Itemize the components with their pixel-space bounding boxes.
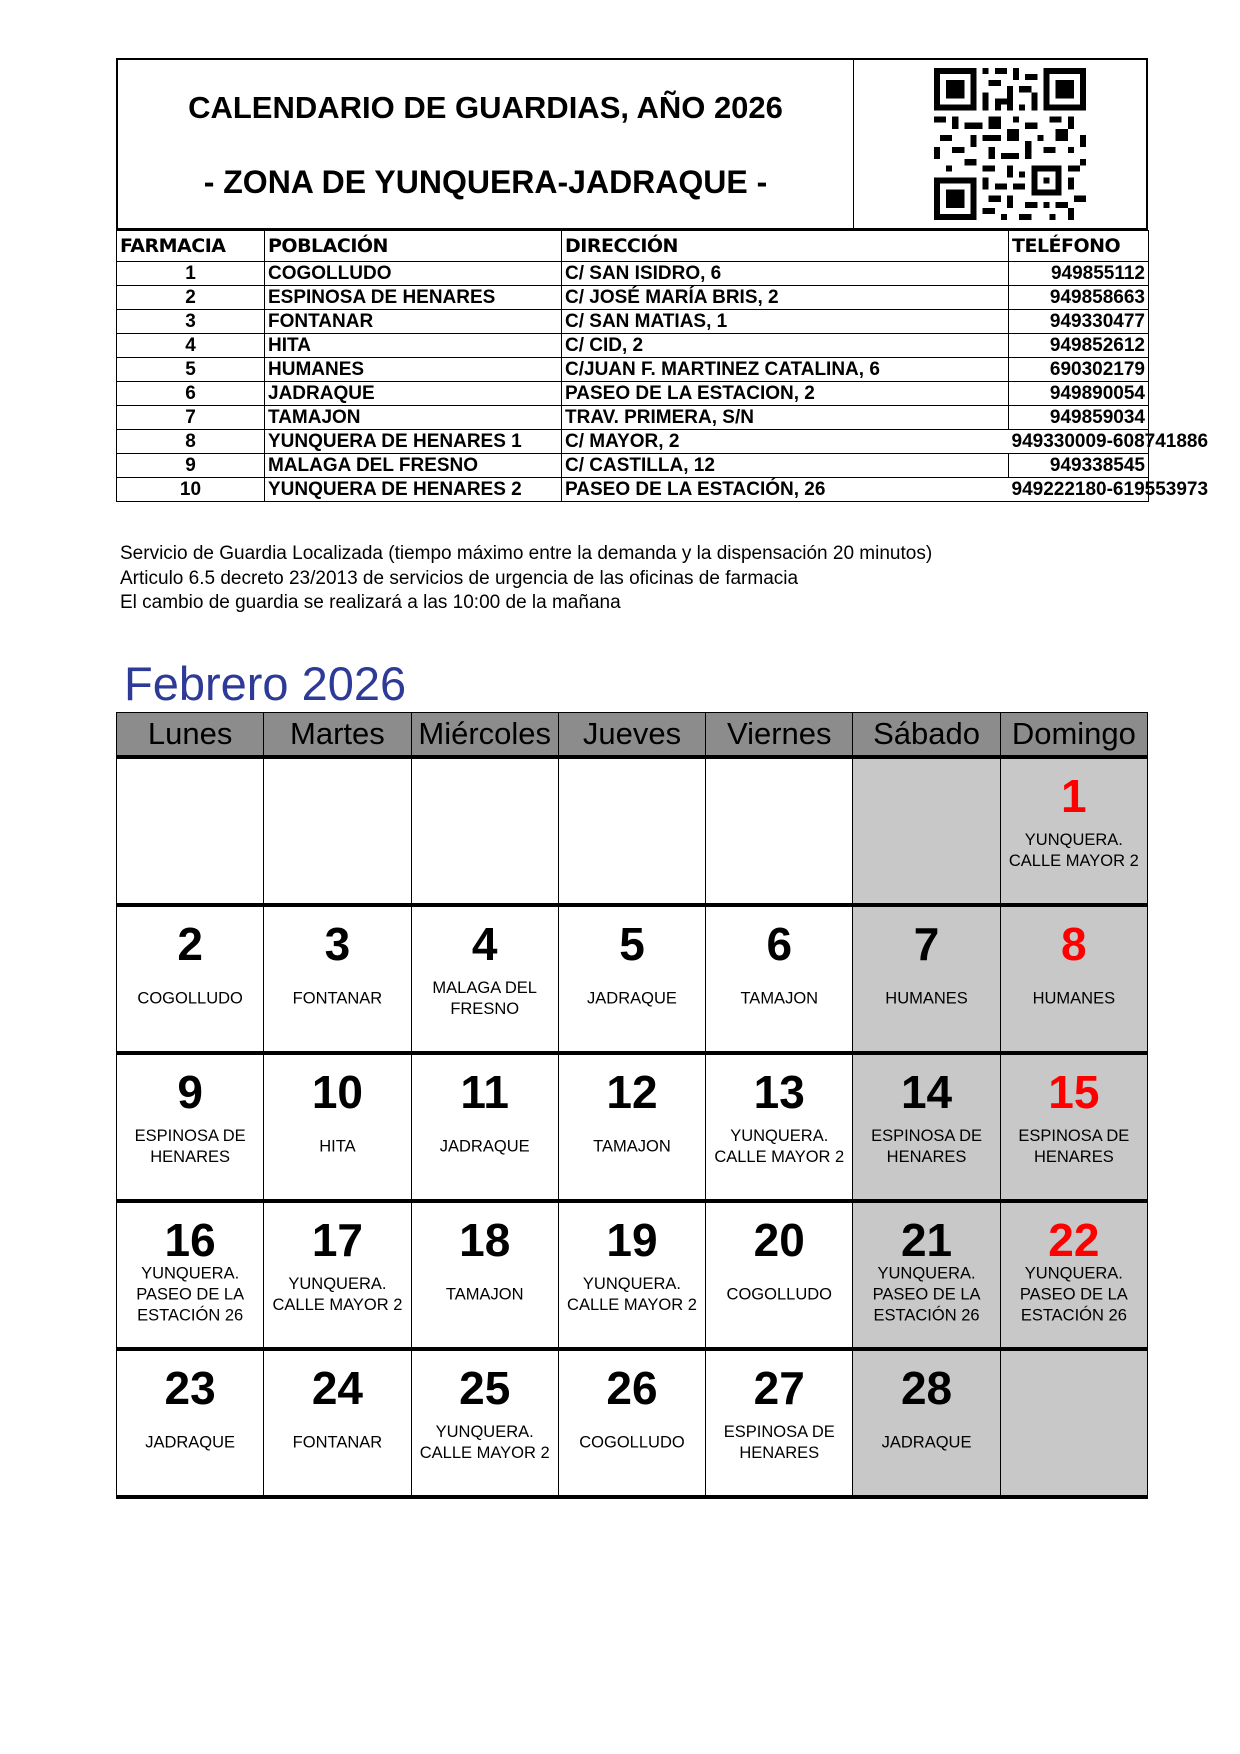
day-number: 17 <box>311 1214 363 1266</box>
calendar-week <box>117 905 1148 1053</box>
day-number: 4 <box>471 918 498 970</box>
duty-pharmacy: YUNQUERA. CALLE MAYOR 2 <box>419 1423 550 1462</box>
pharmacy-town: ESPINOSA DE HENARES <box>265 286 562 310</box>
pharmacy-town: HUMANES <box>265 358 562 382</box>
day-number: 23 <box>164 1362 216 1414</box>
duty-pharmacy: FONTANAR <box>292 1433 383 1452</box>
duty-pharmacy: YUNQUERA. CALLE MAYOR 2 <box>272 1275 403 1314</box>
calendar-day-cell <box>853 1349 1000 1497</box>
pharmacy-phone: 949890054 <box>1009 382 1149 406</box>
zone-title: - ZONA DE YUNQUERA-JADRAQUE - <box>203 164 768 200</box>
pharmacy-town: HITA <box>265 334 562 358</box>
qr-code-icon <box>930 68 1090 220</box>
day-number: 19 <box>606 1214 658 1266</box>
calendar-day-cell <box>264 757 411 905</box>
duty-pharmacy: YUNQUERA. PASEO DE LA ESTACIÓN 26 <box>1019 1264 1128 1325</box>
duty-pharmacy: HUMANES <box>1032 989 1116 1008</box>
day-number: 22 <box>1048 1214 1100 1266</box>
calendar-day-cell <box>558 1349 705 1497</box>
calendar-day-cell <box>853 1201 1000 1349</box>
weekday-header-row <box>117 713 1148 758</box>
duty-pharmacy: TAMAJON <box>445 1285 524 1304</box>
pharmacy-number: 10 <box>117 478 265 502</box>
header-box <box>116 58 1148 230</box>
month-title: Febrero 2026 <box>124 657 407 710</box>
calendar-day-cell <box>411 1053 558 1201</box>
duty-calendar <box>116 712 1148 1499</box>
duty-pharmacy: TAMAJON <box>740 989 819 1008</box>
note-line: Articulo 6.5 decreto 23/2013 de servicios de urgencia de las oficinas de farmacia <box>120 567 799 589</box>
day-number: 9 <box>177 1066 203 1118</box>
calendar-day-cell <box>853 905 1000 1053</box>
pharmacy-address: C/ SAN ISIDRO, 6 <box>562 262 1009 286</box>
day-number: 7 <box>913 918 940 970</box>
duty-pharmacy: HUMANES <box>885 989 968 1008</box>
calendar-week <box>117 1053 1148 1201</box>
pharmacy-row <box>117 406 1149 430</box>
calendar-day-cell <box>706 905 853 1053</box>
note-line: El cambio de guardia se realizará a las 10:00 de la mañana <box>120 592 621 613</box>
day-number: 8 <box>1061 918 1087 970</box>
duty-pharmacy: ESPINOSA DE HENARES <box>1018 1127 1130 1166</box>
day-number: 12 <box>606 1066 658 1118</box>
pharmacy-address: TRAV. PRIMERA, S/N <box>562 406 1009 430</box>
pharmacy-number: 9 <box>117 454 265 478</box>
pharmacy-town: MALAGA DEL FRESNO <box>265 454 562 478</box>
weekday-header: Lunes <box>117 713 264 758</box>
duty-pharmacy: COGOLLUDO <box>137 989 243 1008</box>
column-header: POBLACIÓN <box>265 231 562 262</box>
pharmacy-address: PASEO DE LA ESTACION, 2 <box>562 382 1009 406</box>
weekday-header: Martes <box>264 713 411 758</box>
calendar-day-cell <box>117 1053 264 1201</box>
day-number: 5 <box>619 918 645 970</box>
calendar-day-cell <box>411 1349 558 1497</box>
calendar-day-cell <box>558 1053 705 1201</box>
pharmacy-row <box>117 286 1149 310</box>
pharmacy-number: 3 <box>117 310 265 334</box>
day-number: 6 <box>766 918 793 970</box>
duty-pharmacy: JADRAQUE <box>439 1137 530 1156</box>
pharmacy-number: 1 <box>117 262 265 286</box>
weekday-header: Domingo <box>1000 713 1147 758</box>
calendar-day-cell <box>558 1201 705 1349</box>
pharmacy-number: 5 <box>117 358 265 382</box>
calendar-day-cell <box>264 1053 411 1201</box>
duty-pharmacy: MALAGA DEL FRESNO <box>432 979 537 1018</box>
pharmacy-row <box>117 454 1149 478</box>
calendar-day-cell <box>853 757 1000 905</box>
day-number: 15 <box>1048 1066 1100 1118</box>
pharmacy-address: C/ MAYOR, 2 <box>562 430 1009 454</box>
pharmacy-phone: 949859034 <box>1009 406 1149 430</box>
duty-pharmacy: COGOLLUDO <box>726 1285 832 1304</box>
calendar-day-cell <box>117 905 264 1053</box>
column-header: TELÉFONO <box>1009 231 1149 262</box>
pharmacy-town: YUNQUERA DE HENARES 1 <box>265 430 562 454</box>
title-block <box>118 60 854 228</box>
calendar-day-cell <box>558 757 705 905</box>
day-number: 2 <box>177 918 203 970</box>
calendar-day-cell <box>117 1201 264 1349</box>
pharmacy-phone: 690302179 <box>1009 358 1149 382</box>
pharmacy-phone: 949852612 <box>1009 334 1149 358</box>
calendar-day-cell <box>411 905 558 1053</box>
pharmacy-row <box>117 262 1149 286</box>
pharmacy-row <box>117 478 1149 502</box>
pharmacy-town: FONTANAR <box>265 310 562 334</box>
day-number: 21 <box>900 1214 953 1266</box>
weekday-header: Jueves <box>558 713 705 758</box>
pharmacy-row <box>117 430 1149 454</box>
calendar-day-cell <box>411 757 558 905</box>
pharmacy-address: C/JUAN F. MARTINEZ CATALINA, 6 <box>562 358 1009 382</box>
calendar-day-cell <box>1000 1053 1147 1201</box>
day-number: 11 <box>460 1066 510 1118</box>
pharmacy-number: 6 <box>117 382 265 406</box>
day-number: 18 <box>459 1214 511 1266</box>
pharmacy-town: JADRAQUE <box>265 382 562 406</box>
duty-pharmacy: FONTANAR <box>292 989 383 1008</box>
calendar-day-cell <box>1000 905 1147 1053</box>
pharmacy-row <box>117 310 1149 334</box>
pharmacy-town: YUNQUERA DE HENARES 2 <box>265 478 562 502</box>
pharmacy-row <box>117 358 1149 382</box>
calendar-day-cell <box>411 1201 558 1349</box>
pharmacy-town: COGOLLUDO <box>265 262 562 286</box>
calendar-day-cell <box>706 1201 853 1349</box>
duty-pharmacy: ESPINOSA DE HENARES <box>723 1423 835 1462</box>
pharmacy-phone: 949330009-608741886 <box>1009 430 1149 454</box>
note-line: Servicio de Guardia Localizada (tiempo máximo entre la demanda y la dispensación 20 minutos) <box>120 543 933 564</box>
duty-pharmacy: COGOLLUDO <box>579 1433 685 1452</box>
calendar-day-cell <box>264 905 411 1053</box>
duty-pharmacy: YUNQUERA. CALLE MAYOR 2 <box>567 1275 697 1314</box>
pharmacy-number: 2 <box>117 286 265 310</box>
duty-pharmacy: YUNQUERA. CALLE MAYOR 2 <box>1008 831 1139 870</box>
calendar-day-cell <box>706 1349 853 1497</box>
pharmacy-number: 7 <box>117 406 265 430</box>
duty-pharmacy: TAMAJON <box>593 1137 671 1156</box>
weekday-header: Viernes <box>706 713 853 758</box>
day-number: 16 <box>164 1214 216 1266</box>
day-number: 1 <box>1061 770 1087 822</box>
calendar-day-cell <box>264 1201 411 1349</box>
pharmacy-phone: 949855112 <box>1009 262 1149 286</box>
pharmacy-address: C/ JOSÉ MARÍA BRIS, 2 <box>562 286 1009 310</box>
pharmacy-phone: 949338545 <box>1009 454 1149 478</box>
calendar-day-cell <box>853 1053 1000 1201</box>
duty-pharmacy: YUNQUERA. CALLE MAYOR 2 <box>714 1127 845 1166</box>
duty-pharmacy: JADRAQUE <box>145 1433 236 1452</box>
day-number: 20 <box>753 1214 805 1266</box>
pharmacy-town: TAMAJON <box>265 406 562 430</box>
calendar-week <box>117 757 1148 905</box>
calendar-day-cell <box>117 1349 264 1497</box>
duty-pharmacy: ESPINOSA DE HENARES <box>134 1127 246 1166</box>
calendar-week <box>117 1201 1148 1349</box>
duty-pharmacy: JADRAQUE <box>587 989 677 1008</box>
calendar-day-cell <box>117 757 264 905</box>
pharmacy-table <box>116 230 1209 502</box>
day-number: 3 <box>324 918 351 970</box>
day-number: 14 <box>900 1066 953 1118</box>
calendar-day-cell <box>1000 757 1147 905</box>
duty-pharmacy: YUNQUERA. PASEO DE LA ESTACIÓN 26 <box>872 1264 981 1325</box>
duty-pharmacy: JADRAQUE <box>881 1433 972 1452</box>
duty-pharmacy: HITA <box>319 1137 356 1156</box>
pharmacy-header-row <box>117 231 1149 262</box>
calendar-day-cell <box>558 905 705 1053</box>
pharmacy-address: C/ CID, 2 <box>562 334 1009 358</box>
calendar-day-cell <box>264 1349 411 1497</box>
pharmacy-number: 8 <box>117 430 265 454</box>
pharmacy-number: 4 <box>117 334 265 358</box>
calendar-day-cell <box>706 1053 853 1201</box>
pharmacy-address: C/ SAN MATIAS, 1 <box>562 310 1009 334</box>
pharmacy-phone: 949222180-619553973 <box>1009 478 1149 502</box>
calendar-day-cell <box>1000 1201 1147 1349</box>
pharmacy-row <box>117 382 1149 406</box>
day-number: 26 <box>606 1362 658 1414</box>
pharmacy-phone: 949858663 <box>1009 286 1149 310</box>
column-header: DIRECCIÓN <box>562 231 1009 262</box>
calendar-day-cell <box>1000 1349 1147 1497</box>
service-notes <box>120 542 932 616</box>
column-header: FARMACIA <box>117 231 265 262</box>
day-number: 24 <box>311 1362 363 1414</box>
page-title: CALENDARIO DE GUARDIAS, AÑO 2026 <box>188 90 783 125</box>
weekday-header: Sábado <box>853 713 1000 758</box>
duty-pharmacy: YUNQUERA. PASEO DE LA ESTACIÓN 26 <box>136 1264 245 1325</box>
pharmacy-phone: 949330477 <box>1009 310 1149 334</box>
calendar-week <box>117 1349 1148 1497</box>
day-number: 13 <box>753 1066 805 1118</box>
day-number: 27 <box>753 1362 805 1414</box>
pharmacy-address: C/ CASTILLA, 12 <box>562 454 1009 478</box>
weekday-header: Miércoles <box>411 713 558 758</box>
day-number: 28 <box>900 1362 953 1414</box>
duty-pharmacy: ESPINOSA DE HENARES <box>871 1127 983 1166</box>
day-number: 10 <box>311 1066 363 1118</box>
pharmacy-address: PASEO DE LA ESTACIÓN, 26 <box>562 478 1009 502</box>
calendar-day-cell <box>706 757 853 905</box>
day-number: 25 <box>459 1362 511 1414</box>
pharmacy-row <box>117 334 1149 358</box>
